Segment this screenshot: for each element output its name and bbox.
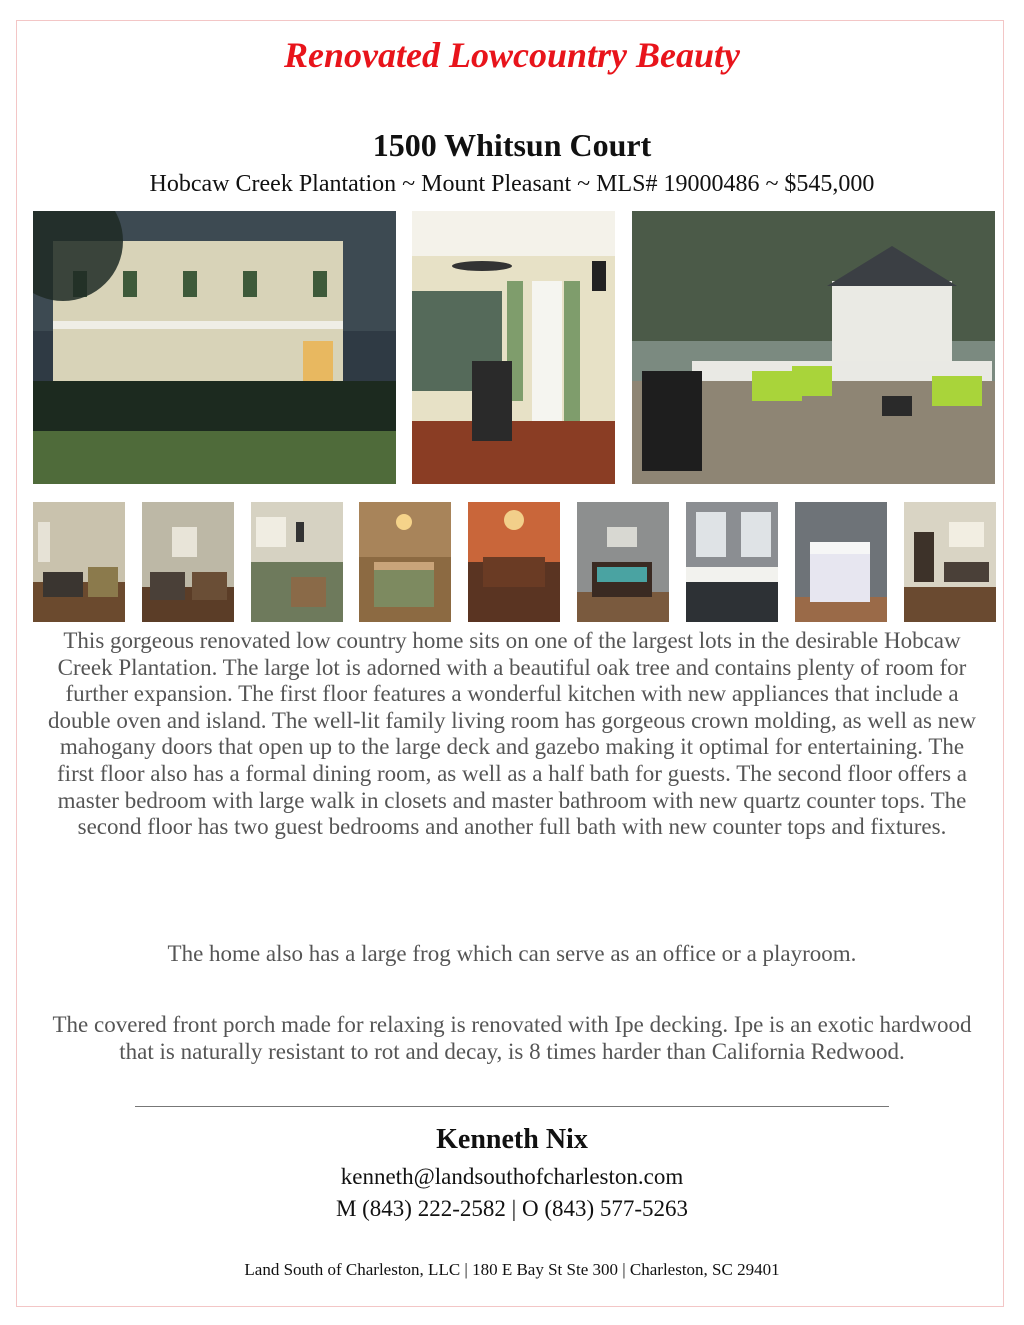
guest-bedroom-photo	[795, 502, 887, 622]
kitchen-photo	[251, 502, 343, 622]
agent-email: kenneth@landsouthofcharleston.com	[340, 1164, 684, 1189]
agent-phone-numbers: M (843) 222-2582 | O (843) 577-5263	[335, 1196, 689, 1221]
description-paragraph-1: This gorgeous renovated low country home sits on one of the largest lots in the desirable Hobcaw Creek Plantation. The large lot is adorned with a beautiful oak tree and contains plenty of room for further expansion. The first floor features a wonderful kitchen with new appliances that include a double oven and island. The well-lit family living room has gorgeous crown molding, as well as new mahogany doors that open up to the large deck and gazebo making it optimal for entertaining. The first floor also has a formal dining room, as well as a half bath for guests. The second floor offers a master bedroom with large walk in closets and master bathroom with new quartz counter tops. The second floor has two guest bedrooms and another full bath with new counter tops and fixtures.	[48, 628, 976, 840]
front-porch-photo	[412, 211, 615, 484]
bonus-room-photo	[904, 502, 996, 622]
flyer-headline: Renovated Lowcountry Beauty	[284, 35, 740, 75]
description-paragraph-3: The covered front porch made for relaxing is renovated with Ipe decking. Ipe is an exotic hardwood that is naturally resistant to rot and decay, is 8 times harder than California Redwood.	[52, 1012, 972, 1064]
master-bathroom-photo	[686, 502, 778, 622]
agent-name: Kenneth Nix	[436, 1124, 588, 1155]
living-room-photo	[33, 502, 125, 622]
family-room-photo	[142, 502, 234, 622]
company-footer: Land South of Charleston, LLC | 180 E Bay St Ste 300 | Charleston, SC 29401	[244, 1260, 780, 1279]
description-paragraph-2: The home also has a large frog which can serve as an office or a playroom.	[167, 941, 857, 966]
dining-room-photo	[468, 502, 560, 622]
deck-gazebo-photo	[632, 211, 995, 484]
property-address: 1500 Whitsun Court	[372, 127, 652, 163]
kitchen-island-photo	[359, 502, 451, 622]
master-bedroom-photo	[577, 502, 669, 622]
house-exterior-photo	[33, 211, 396, 484]
property-subline: Hobcaw Creek Plantation ~ Mount Pleasant ~ MLS# 19000486 ~ $545,000	[149, 171, 875, 197]
divider	[135, 1106, 889, 1107]
